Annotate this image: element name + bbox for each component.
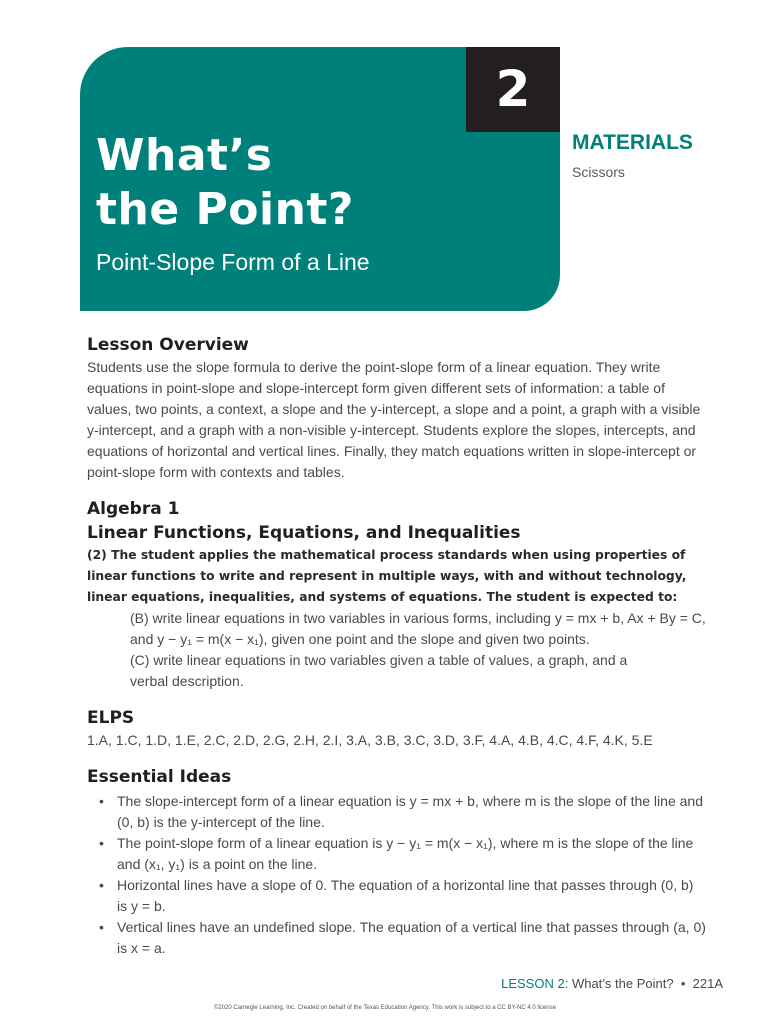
page-number: 221A [692, 976, 723, 991]
bullet: • [99, 835, 104, 851]
materials-heading: MATERIALS [572, 131, 693, 154]
essential-idea-item [99, 791, 727, 833]
idea-line: The slope-intercept form of a linear equation is y = mx + b, where m is the slope of the line and [117, 793, 703, 809]
overview-line: values, two points, a context, a slope and the y-intercept, a slope and a point, a graph with a visible [87, 401, 701, 417]
lesson-title [96, 129, 426, 237]
lesson-subtitle: Point-Slope Form of a Line [96, 249, 370, 275]
standard-line: linear equations, inequalities, and systems of equations. The student is expected to: [87, 590, 678, 604]
essential-ideas-heading: Essential Ideas [87, 767, 232, 787]
idea-line: is x = a. [117, 940, 166, 956]
expectation-line: and y − y₁ = m(x − x₁), given one point and the slope and given two points. [130, 631, 590, 647]
standard-text [87, 545, 727, 608]
main-content [87, 333, 727, 959]
idea-line: is y = b. [117, 898, 166, 914]
footer-lesson-label: LESSON 2: [501, 976, 569, 991]
lesson-overview-heading: Lesson Overview [87, 335, 249, 355]
essential-idea-item [99, 833, 727, 875]
elps-list: 1.A, 1.C, 1.D, 1.E, 2.C, 2.D, 2.G, 2.H, 2.I, 3.A, 3.B, 3.C, 3.D, 3.F, 4.A, 4.B, 4.C, 4.F, 4.K, 5.E [87, 732, 653, 748]
idea-line: The point-slope form of a linear equation is y − y₁ = m(x − x₁), where m is the slope of the line [117, 835, 694, 851]
lesson-title-line-1: What’s [96, 130, 273, 181]
overview-line: equations of horizontal and vertical lines. Finally, they match equations written in slope-intercept or [87, 443, 697, 459]
idea-line: Vertical lines have an undefined slope. The equation of a vertical line that passes through (a, 0) [117, 919, 706, 935]
essential-idea-item [99, 917, 727, 959]
standard-line: linear functions to write and represent in multiple ways, with and without technology, [87, 569, 687, 583]
essential-idea-item [99, 875, 727, 917]
standard-expectations [87, 608, 727, 692]
copyright-notice: ©2020 Carnegie Learning, Inc. Created on behalf of the Texas Education Agency. This work is subject to a CC BY-NC 4.0 license [213, 1005, 557, 1011]
unit-heading: Linear Functions, Equations, and Inequalities [87, 523, 521, 543]
standard-line: (2) The student applies the mathematical process standards when using properties of [87, 548, 686, 562]
bullet: • [99, 919, 104, 935]
footer-separator: • [680, 976, 686, 991]
lesson-number-badge: 2 [466, 47, 560, 132]
bullet: • [99, 877, 104, 893]
expectation-line: verbal description. [130, 673, 244, 689]
overview-line: y-intercept, and a graph with a non-visible y-intercept. Students explore the slopes, intercepts, and [87, 422, 696, 438]
expectation-line: (C) write linear equations in two variables given a table of values, a graph, and a [130, 652, 628, 668]
lesson-overview-text [87, 357, 727, 483]
course-heading: Algebra 1 [87, 499, 180, 519]
overview-line: point-slope form with contexts and tables. [87, 464, 345, 480]
essential-ideas-list [87, 791, 727, 959]
idea-line: and (x₁, y₁) is a point on the line. [117, 856, 318, 872]
expectation-line: (B) write linear equations in two variables in various forms, including y = mx + b, Ax + By = C, [130, 610, 706, 626]
overview-line: equations in point-slope and slope-intercept form given different sets of information: a table of [87, 380, 665, 396]
idea-line: (0, b) is the y-intercept of the line. [117, 814, 325, 830]
elps-heading: ELPS [87, 708, 135, 728]
footer-lesson-title: What’s the Point? [571, 976, 674, 991]
lesson-title-line-2: the Point? [96, 184, 354, 235]
page-footer [501, 976, 723, 991]
bullet: • [99, 793, 104, 809]
overview-line: Students use the slope formula to derive the point-slope form of a linear equation. They write [87, 359, 661, 375]
materials-item: Scissors [572, 164, 625, 180]
idea-line: Horizontal lines have a slope of 0. The equation of a horizontal line that passes through (0, b) [117, 877, 694, 893]
